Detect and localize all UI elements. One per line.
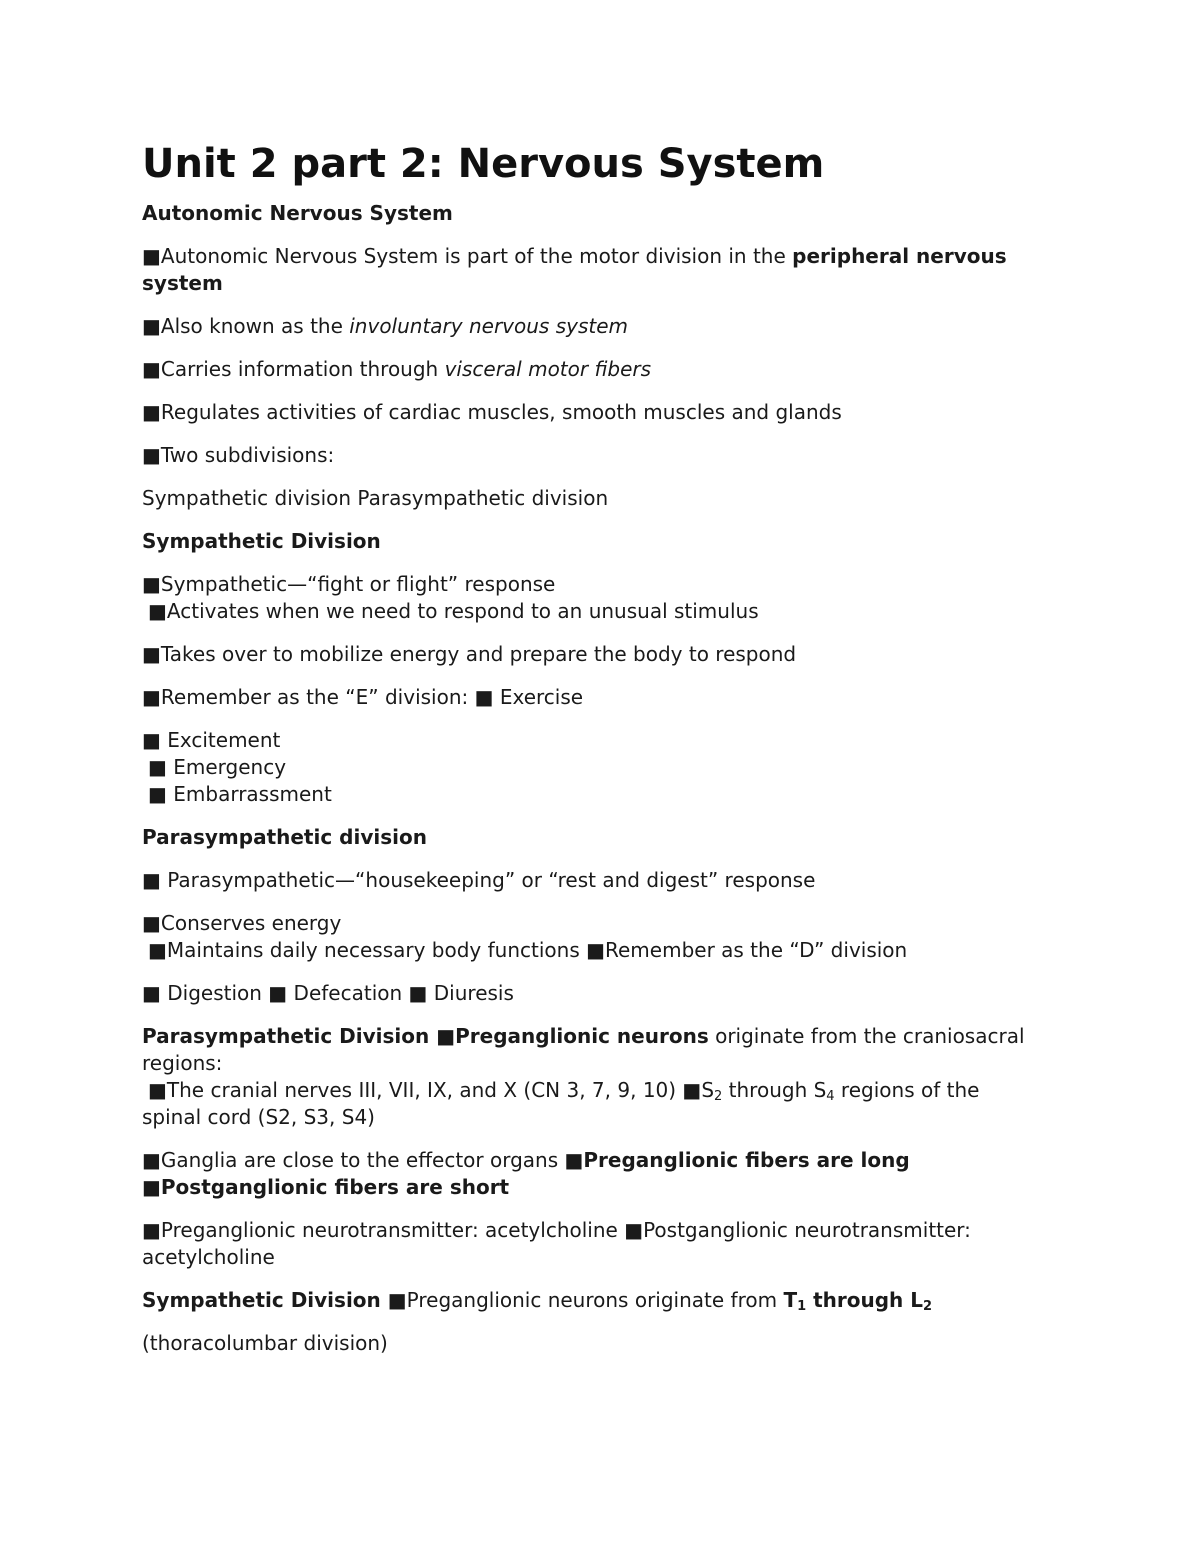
inline-heading: Parasympathetic Division (142, 1024, 437, 1048)
para-line-3: ■Maintains daily necessary body functions ■Remember as the “D” division (148, 938, 908, 962)
symp-line-4: ■Remember as the “E” division: ■ Exercise (142, 685, 584, 709)
bold-text: ■Preganglionic fibers are long ■Postganglionic fibers are short (142, 1148, 910, 1199)
heading-sympathetic: Sympathetic Division (142, 529, 381, 553)
symp-line-1: ■Sympathetic—“fight or flight” response (142, 572, 556, 596)
ans-line-3 (142, 356, 1042, 383)
italic-text: involuntary nervous system (349, 314, 629, 338)
text: ■Carries information through (142, 357, 445, 381)
page-title: Unit 2 part 2: Nervous System (142, 141, 825, 187)
subscript: 2 (923, 1299, 933, 1314)
symp-line-7: ■ Embarrassment (148, 782, 332, 806)
symp-line-6: ■ Emergency (148, 755, 287, 779)
symp-line-5: ■ Excitement (142, 728, 281, 752)
document-page (142, 140, 1042, 1373)
text: originate from the craniosacral regions: (142, 1024, 1025, 1075)
para-line-2: ■Conserves energy (142, 911, 342, 935)
symp2-paragraph (142, 1287, 1042, 1314)
bold-text: T (783, 1288, 798, 1312)
heading-parasympathetic: Parasympathetic division (142, 825, 427, 849)
ans-line-5: ■Two subdivisions: (142, 443, 335, 467)
text: ■Preganglionic neurons originate from (387, 1288, 784, 1312)
bold-text: through L (806, 1288, 924, 1312)
italic-text: visceral motor fibers (444, 357, 652, 381)
text: regions of the spinal cord (S2, S3, S4) (142, 1078, 980, 1129)
text: ■Ganglia are close to the effector organs (142, 1148, 565, 1172)
heading-autonomic: Autonomic Nervous System (142, 201, 453, 225)
bold-text: peripheral nervous system (142, 244, 1007, 295)
text: ■Autonomic Nervous System is part of the motor division in the (142, 244, 793, 268)
subscript: 2 (714, 1089, 723, 1104)
bold-text: ■Preganglionic neurons (436, 1024, 709, 1048)
para-line-4: ■ Digestion ■ Defecation ■ Diuresis (142, 981, 514, 1005)
ans-line-1 (142, 243, 1042, 297)
para2-paragraph (142, 1023, 1042, 1131)
para2-line-4: ■Preganglionic neurotransmitter: acetylcholine ■Postganglionic neurotransmitter: acetylcholine (142, 1218, 971, 1269)
ans-line-6: Sympathetic division Parasympathetic division (142, 486, 609, 510)
text (142, 1078, 979, 1129)
subscript: 1 (797, 1299, 807, 1314)
ans-line-2 (142, 313, 1042, 340)
text: through S (722, 1078, 827, 1102)
ans-line-4: ■Regulates activities of cardiac muscles, smooth muscles and glands (142, 400, 842, 424)
subscript: 4 (826, 1089, 835, 1104)
symp-line-3: ■Takes over to mobilize energy and prepare the body to respond (142, 642, 797, 666)
para-line-1: ■ Parasympathetic—“housekeeping” or “rest and digest” response (142, 868, 816, 892)
symp2-line-2: (thoracolumbar division) (142, 1331, 388, 1355)
para2-line-3 (142, 1147, 1042, 1201)
text: ■Also known as the (142, 314, 350, 338)
inline-heading: Sympathetic Division (142, 1288, 388, 1312)
symp-line-2: ■Activates when we need to respond to an unusual stimulus (148, 599, 759, 623)
text: ■The cranial nerves III, VII, IX, and X (CN 3, 7, 9, 10) ■S (148, 1078, 715, 1102)
